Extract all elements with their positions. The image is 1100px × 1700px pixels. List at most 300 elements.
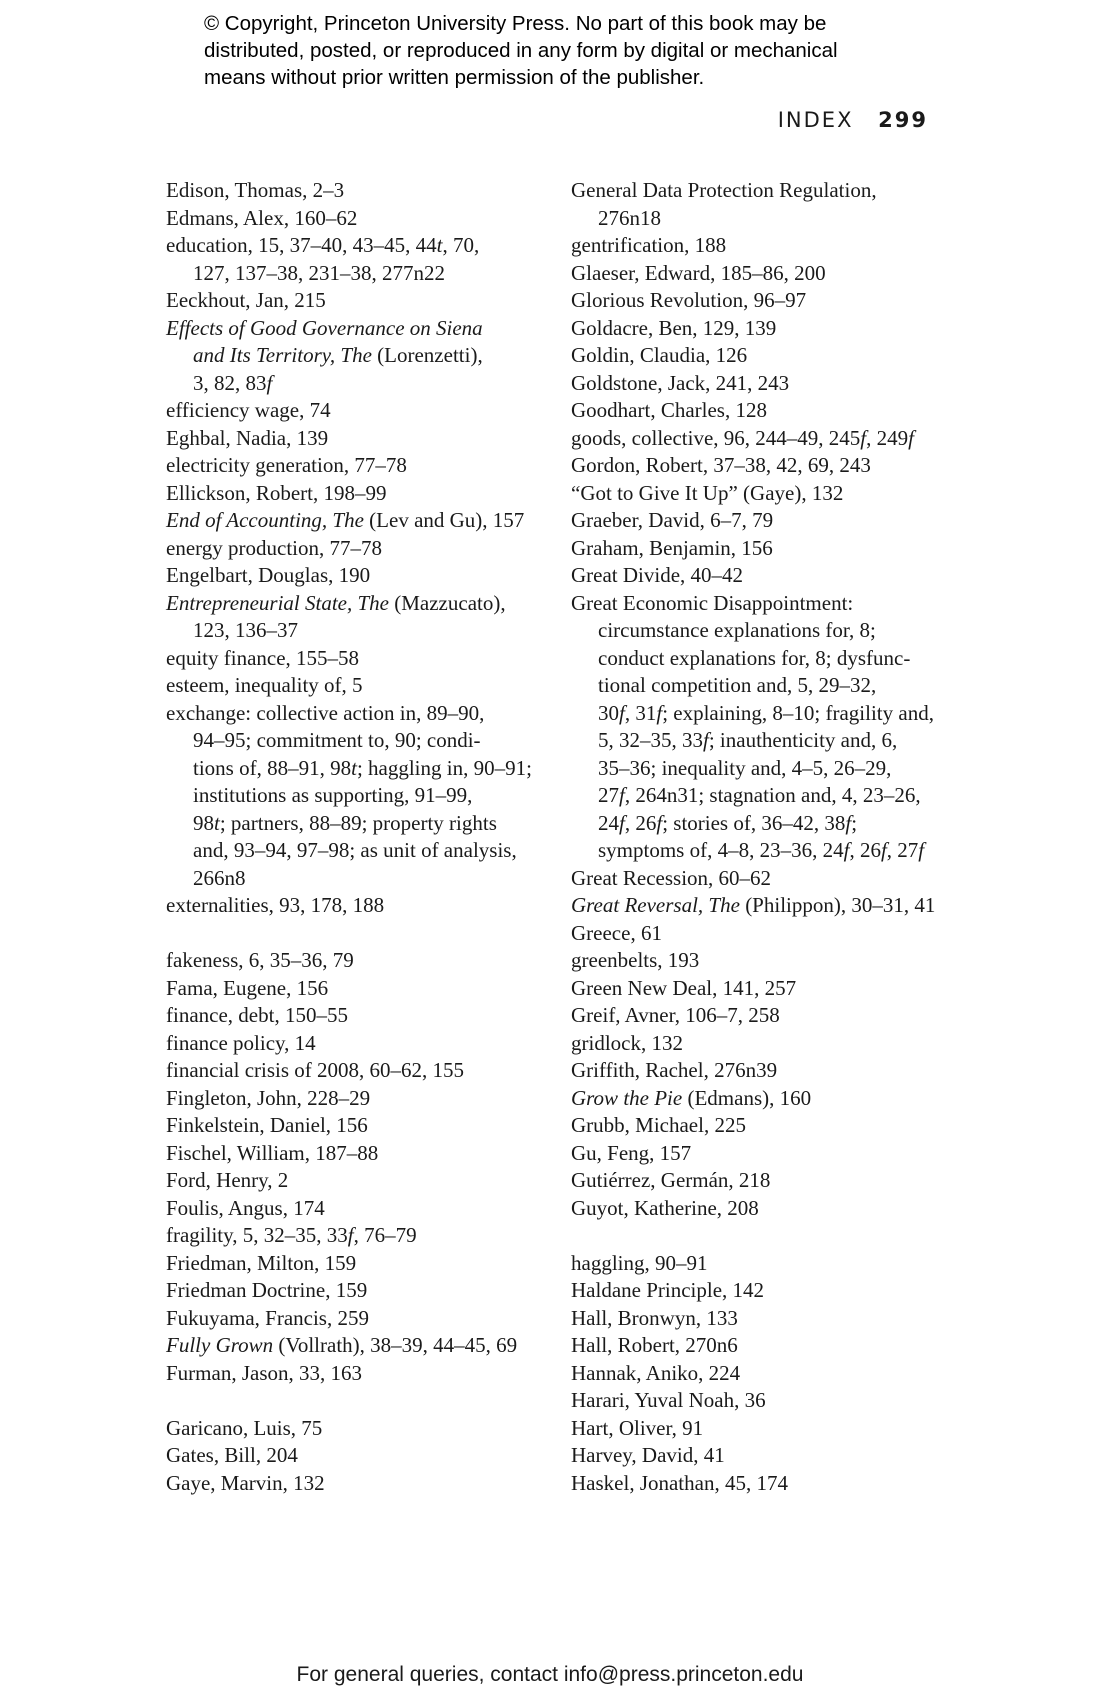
index-entry: [571, 1250, 943, 1278]
entry-line: [571, 1057, 943, 1085]
italic-run: End of Accounting, The: [166, 508, 364, 532]
text-run: Great Divide, 40–42: [571, 563, 744, 587]
index-entry: [571, 1057, 943, 1085]
entry-continuation-line: [571, 810, 943, 838]
copyright-line: © Copyright, Princeton University Press. No part of this book may be: [204, 12, 827, 35]
index-entry: [166, 535, 541, 563]
index-entry: [571, 590, 943, 865]
index-entry: [571, 865, 943, 893]
index-entry: [571, 315, 943, 343]
copyright-line: means without prior written permission of the publisher.: [204, 66, 705, 89]
entry-continuation-line: [571, 700, 943, 728]
text-run: 5, 32–35, 33: [598, 728, 703, 752]
entry-line: [166, 1140, 541, 1168]
text-run: efficiency wage, 74: [166, 398, 331, 422]
letter-group-gap: [166, 1387, 541, 1415]
index-entry: [571, 1415, 943, 1443]
entry-line: [166, 1415, 541, 1443]
text-run: Hall, Bronwyn, 133: [571, 1305, 738, 1330]
entry-line: [166, 562, 541, 590]
entry-line: [166, 1277, 541, 1305]
text-run: goods, collective, 96, 244–49, 245: [571, 425, 861, 450]
text-run: conduct explanations for, 8; dysfunc-: [598, 645, 911, 670]
text-run: tional competition and, 5, 29–32,: [598, 673, 877, 697]
text-run: Fama, Eugene, 156: [166, 975, 329, 1000]
text-run: Gates, Bill, 204: [166, 1443, 298, 1467]
text-run: gentrification, 188: [571, 233, 727, 257]
text-run: , 27: [886, 838, 919, 862]
index-entry: [571, 975, 943, 1003]
index-entry: [571, 397, 943, 425]
italic-run: f: [703, 728, 709, 752]
text-run: institutions as supporting, 91–99,: [193, 783, 473, 807]
entry-line: [166, 700, 541, 728]
text-run: ;: [851, 810, 858, 835]
index-entry: [571, 1332, 943, 1360]
entry-line: [166, 1332, 541, 1360]
entry-line: [571, 1030, 943, 1058]
text-run: Goldin, Claudia, 126: [571, 343, 748, 367]
entry-line: [166, 1085, 541, 1113]
entry-line: [166, 1167, 541, 1195]
entry-continuation-line: [571, 617, 943, 645]
text-run: Gutiérrez, Germán, 218: [571, 1168, 771, 1192]
text-run: ; stories of, 36–42, 38: [662, 810, 846, 835]
index-entry: [571, 177, 943, 232]
index-entry: [166, 1085, 541, 1113]
section-title: INDEX: [777, 108, 854, 132]
index-entry: [571, 342, 943, 370]
entry-line: [571, 1470, 943, 1498]
italic-run: f: [880, 838, 887, 862]
text-run: Goldstone, Jack, 241, 243: [571, 370, 790, 395]
text-run: equity finance, 155–58: [166, 645, 360, 670]
index-entry: [166, 645, 541, 673]
index-entry: [571, 287, 943, 315]
entry-continuation-line: [166, 837, 541, 865]
text-run: (Philippon), 30–31, 41: [739, 893, 936, 917]
text-run: Engelbart, Douglas, 190: [166, 563, 371, 587]
text-run: (Vollrath), 38–39, 44–45, 69: [273, 1333, 518, 1357]
text-run: greenbelts, 193: [571, 948, 700, 972]
entry-continuation-line: [166, 865, 541, 893]
entry-line: [571, 1277, 943, 1305]
index-entry: [166, 315, 541, 398]
index-entry: [166, 1167, 541, 1195]
entry-line: [166, 232, 541, 260]
text-run: fragility, 5, 32–35, 33: [166, 1223, 348, 1247]
index-entry: [571, 535, 943, 563]
text-run: Harvey, David, 41: [571, 1443, 725, 1467]
entry-line: [571, 287, 943, 315]
entry-line: [571, 232, 943, 260]
entry-line: [571, 342, 943, 370]
entry-line: [166, 535, 541, 563]
text-run: Fukuyama, Francis, 259: [166, 1305, 369, 1330]
text-run: 27: [598, 783, 619, 807]
copyright-line: distributed, posted, or reproduced in any form by digital or mechanical: [204, 39, 838, 62]
entry-line: [166, 452, 541, 480]
entry-continuation-line: [166, 727, 541, 755]
entry-continuation-line: [166, 810, 541, 838]
text-run: Glorious Revolution, 96–97: [571, 288, 807, 312]
index-entry: [166, 672, 541, 700]
index-entry: [571, 1360, 943, 1388]
text-run: Foulis, Angus, 174: [166, 1195, 325, 1220]
entry-line: [166, 177, 541, 205]
index-entry: [166, 1360, 541, 1388]
entry-line: [571, 590, 943, 618]
index-entry: [571, 892, 943, 920]
italic-run: f: [845, 810, 852, 835]
text-run: Friedman, Milton, 159: [166, 1250, 357, 1275]
text-run: Garicano, Luis, 75: [166, 1415, 323, 1440]
entry-line: [571, 1332, 943, 1360]
entry-line: [571, 452, 943, 480]
entry-line: [166, 645, 541, 673]
entry-line: [166, 1195, 541, 1223]
index-entry: [166, 205, 541, 233]
text-run: and, 93–94, 97–98; as unit of analysis,: [193, 838, 517, 862]
text-run: ; haggling in, 90–91;: [356, 755, 532, 780]
entry-line: [166, 507, 541, 535]
text-run: (Mazzucato),: [389, 590, 506, 615]
index-entry: [166, 425, 541, 453]
entry-continuation-line: [571, 645, 943, 673]
index-entry: [166, 1415, 541, 1443]
index-entry: [166, 177, 541, 205]
entry-line: [571, 507, 943, 535]
page-number: 299: [878, 108, 928, 132]
text-run: Edison, Thomas, 2–3: [166, 178, 345, 202]
italic-run: f: [843, 838, 850, 862]
text-run: 94–95; commitment to, 90; condi-: [193, 728, 481, 752]
text-run: (Lev and Gu), 157: [363, 508, 525, 532]
entry-line: [571, 1360, 943, 1388]
text-run: Ellickson, Robert, 198–99: [166, 480, 387, 505]
index-entry: [166, 700, 541, 893]
text-run: 3, 82, 83: [193, 370, 267, 395]
index-entry: [571, 507, 943, 535]
text-run: Hannak, Aniko, 224: [571, 1360, 741, 1385]
index-entry: [166, 1250, 541, 1278]
text-run: Greece, 61: [571, 920, 662, 945]
index-column-left: [166, 177, 541, 1497]
index-entry: [166, 947, 541, 975]
text-run: ; partners, 88–89; property rights: [219, 810, 497, 835]
entry-line: [571, 1305, 943, 1333]
entry-line: [166, 1305, 541, 1333]
entry-line: [571, 397, 943, 425]
index-entry: [571, 947, 943, 975]
text-run: Haskel, Jonathan, 45, 174: [571, 1470, 788, 1495]
footer-contact: For general queries, contact info@press.princeton.edu: [296, 1663, 804, 1686]
entry-line: [166, 1030, 541, 1058]
entry-line: [571, 865, 943, 893]
text-run: 127, 137–38, 231–38, 277n22: [193, 260, 445, 285]
text-run: Fischel, William, 187–88: [166, 1140, 379, 1165]
text-run: Great Economic Disappointment:: [571, 590, 854, 615]
index-entry: [166, 1305, 541, 1333]
entry-line: [571, 1167, 943, 1195]
index-entry: [166, 1222, 541, 1250]
text-run: Goldacre, Ben, 129, 139: [571, 315, 777, 340]
entry-line: [166, 480, 541, 508]
index-entry: [166, 1057, 541, 1085]
letter-group-gap: [571, 1222, 943, 1250]
text-run: 123, 136–37: [193, 618, 298, 642]
text-run: , 70,: [442, 233, 480, 257]
entry-line: [166, 1360, 541, 1388]
index-entry: [571, 1305, 943, 1333]
italic-run: and Its Territory, The: [193, 343, 372, 367]
entry-line: [571, 1140, 943, 1168]
text-run: Hall, Robert, 270n6: [571, 1333, 738, 1357]
text-run: ; explaining, 8–10; fragility and,: [662, 700, 934, 725]
text-run: Greif, Avner, 106–7, 258: [571, 1003, 780, 1027]
index-entry: [166, 397, 541, 425]
index-entry: [166, 1332, 541, 1360]
text-run: externalities, 93, 178, 188: [166, 893, 385, 917]
entry-line: [571, 920, 943, 948]
italic-run: t: [436, 233, 443, 257]
entry-line: [166, 1222, 541, 1250]
text-run: 24: [598, 810, 619, 835]
footer: [0, 1663, 1100, 1687]
index-entry: [571, 1442, 943, 1470]
index-entry: [571, 1195, 943, 1223]
text-run: Graham, Benjamin, 156: [571, 535, 773, 560]
entry-continuation-line: [571, 205, 943, 233]
index-entry: [166, 590, 541, 645]
text-run: , 76–79: [353, 1223, 417, 1247]
index-entry: [166, 1470, 541, 1498]
entry-line: [166, 1250, 541, 1278]
index-entry: [166, 1277, 541, 1305]
index-entry: [166, 1442, 541, 1470]
italic-run: f: [908, 425, 914, 450]
entry-line: [571, 562, 943, 590]
text-run: Fingleton, John, 228–29: [166, 1085, 371, 1110]
text-run: exchange: collective action in, 89–90,: [166, 700, 485, 725]
entry-line: [166, 975, 541, 1003]
text-run: Edmans, Alex, 160–62: [166, 205, 358, 230]
index-entry: [166, 1195, 541, 1223]
text-run: finance, debt, 150–55: [166, 1003, 348, 1027]
text-run: 98: [193, 810, 214, 835]
text-run: , 264n31; stagnation and, 4, 23–26,: [624, 783, 921, 807]
text-run: ; inauthenticity and, 6,: [708, 728, 898, 752]
index-entry: [166, 452, 541, 480]
text-run: Finkelstein, Daniel, 156: [166, 1113, 368, 1137]
entry-line: [166, 1057, 541, 1085]
italic-run: f: [656, 810, 663, 835]
index-entry: [571, 1167, 943, 1195]
entry-continuation-line: [166, 260, 541, 288]
text-run: 276n18: [598, 205, 661, 230]
text-run: finance policy, 14: [166, 1030, 316, 1055]
text-run: 30: [598, 700, 619, 725]
text-run: Hart, Oliver, 91: [571, 1415, 704, 1440]
entry-line: [166, 287, 541, 315]
entry-line: [571, 1250, 943, 1278]
index-entry: [571, 1030, 943, 1058]
text-run: Goodhart, Charles, 128: [571, 398, 767, 422]
index-column-right: [571, 177, 943, 1497]
italic-run: f: [266, 370, 273, 395]
text-run: Gordon, Robert, 37–38, 42, 69, 243: [571, 453, 871, 477]
entry-line: [571, 177, 943, 205]
italic-run: Entrepreneurial State, The: [166, 590, 389, 615]
text-run: Harari, Yuval Noah, 36: [571, 1388, 766, 1412]
text-run: tions of, 88–91, 98: [193, 755, 352, 780]
index-entry: [571, 1085, 943, 1113]
text-run: 266n8: [193, 865, 246, 890]
index-entry: [166, 1030, 541, 1058]
entry-line: [571, 892, 943, 920]
text-run: circumstance explanations for, 8;: [598, 618, 876, 642]
index-entry: [166, 507, 541, 535]
entry-line: [571, 1442, 943, 1470]
text-run: Haldane Principle, 142: [571, 1278, 765, 1302]
text-run: Graeber, David, 6–7, 79: [571, 508, 774, 532]
index-entry: [166, 232, 541, 287]
entry-line: [571, 1085, 943, 1113]
entry-line: [571, 425, 943, 453]
italic-run: t: [214, 810, 220, 835]
entry-line: [166, 1470, 541, 1498]
text-run: education, 15, 37–40, 43–45, 44: [166, 233, 437, 257]
entry-line: [166, 1112, 541, 1140]
text-run: Guyot, Katherine, 208: [571, 1195, 759, 1220]
index-entry: [571, 370, 943, 398]
entry-line: [571, 535, 943, 563]
entry-line: [166, 315, 541, 343]
entry-continuation-line: [571, 782, 943, 810]
text-run: General Data Protection Regulation,: [571, 178, 877, 202]
text-run: Gaye, Marvin, 132: [166, 1470, 325, 1495]
text-run: , 31: [624, 700, 657, 725]
index-entry: [166, 287, 541, 315]
entry-continuation-line: [166, 342, 541, 370]
text-run: , 249: [866, 425, 909, 450]
text-run: Great Recession, 60–62: [571, 865, 772, 890]
text-run: electricity generation, 77–78: [166, 453, 407, 477]
entry-line: [166, 590, 541, 618]
entry-continuation-line: [166, 617, 541, 645]
text-run: haggling, 90–91: [571, 1250, 708, 1275]
italic-run: f: [619, 810, 625, 835]
index-entry: [571, 425, 943, 453]
index-entry: [571, 1112, 943, 1140]
index-entry: [571, 1470, 943, 1498]
text-run: fakeness, 6, 35–36, 79: [166, 948, 354, 972]
entry-line: [571, 260, 943, 288]
entry-continuation-line: [571, 755, 943, 783]
text-run: (Lorenzetti),: [371, 343, 483, 367]
index-entry: [166, 1002, 541, 1030]
entry-line: [571, 1002, 943, 1030]
index-entry: [571, 1002, 943, 1030]
index-entry: [571, 1140, 943, 1168]
index-entry: [571, 452, 943, 480]
entry-line: [571, 947, 943, 975]
entry-continuation-line: [166, 782, 541, 810]
italic-run: Grow the Pie: [571, 1085, 683, 1110]
index-entry: [571, 1387, 943, 1415]
entry-line: [571, 1387, 943, 1415]
italic-run: Effects of Good Governance on Siena: [166, 315, 483, 340]
index-entry: [571, 260, 943, 288]
entry-continuation-line: [571, 727, 943, 755]
text-run: Eghbal, Nadia, 139: [166, 425, 329, 450]
text-run: financial crisis of 2008, 60–62, 155: [166, 1058, 465, 1082]
index-entry: [166, 975, 541, 1003]
entry-continuation-line: [166, 370, 541, 398]
entry-line: [166, 1002, 541, 1030]
index-entry: [166, 480, 541, 508]
entry-line: [571, 1112, 943, 1140]
italic-run: Fully Grown: [166, 1333, 274, 1357]
entry-continuation-line: [571, 672, 943, 700]
index-entry: [166, 562, 541, 590]
text-run: Gu, Feng, 157: [571, 1140, 692, 1165]
copyright-notice: [204, 10, 1024, 91]
entry-continuation-line: [166, 755, 541, 783]
index-entry: [166, 1112, 541, 1140]
index-entry: [571, 1277, 943, 1305]
italic-run: Great Reversal, The: [571, 893, 740, 917]
text-run: Griffith, Rachel, 276n39: [571, 1058, 778, 1082]
entry-line: [166, 425, 541, 453]
index-entry: [166, 1140, 541, 1168]
italic-run: f: [347, 1223, 354, 1247]
entry-line: [166, 397, 541, 425]
text-run: Green New Deal, 141, 257: [571, 975, 797, 1000]
index-entry: [571, 562, 943, 590]
entry-line: [571, 1415, 943, 1443]
letter-group-gap: [166, 920, 541, 948]
italic-run: f: [656, 700, 663, 725]
entry-line: [571, 480, 943, 508]
text-run: esteem, inequality of, 5: [166, 673, 363, 697]
entry-line: [166, 672, 541, 700]
entry-continuation-line: [571, 837, 943, 865]
entry-line: [166, 205, 541, 233]
italic-run: t: [351, 755, 357, 780]
text-run: Friedman Doctrine, 159: [166, 1278, 368, 1302]
text-run: Glaeser, Edward, 185–86, 200: [571, 260, 826, 285]
text-run: Grubb, Michael, 225: [571, 1113, 746, 1137]
entry-line: [166, 947, 541, 975]
text-run: symptoms of, 4–8, 23–36, 24: [598, 838, 844, 862]
italic-run: f: [619, 783, 625, 807]
entry-line: [571, 370, 943, 398]
text-run: gridlock, 132: [571, 1030, 683, 1055]
index-entry: [571, 232, 943, 260]
entry-line: [166, 892, 541, 920]
text-run: , 26: [849, 838, 881, 862]
index-entry: [571, 480, 943, 508]
italic-run: f: [619, 700, 625, 725]
text-run: (Edmans), 160: [682, 1085, 812, 1110]
index-entry: [166, 892, 541, 920]
entry-line: [571, 975, 943, 1003]
text-run: “Got to Give It Up” (Gaye), 132: [571, 480, 844, 505]
italic-run: f: [918, 838, 925, 862]
entry-line: [571, 315, 943, 343]
running-head: [778, 108, 928, 132]
